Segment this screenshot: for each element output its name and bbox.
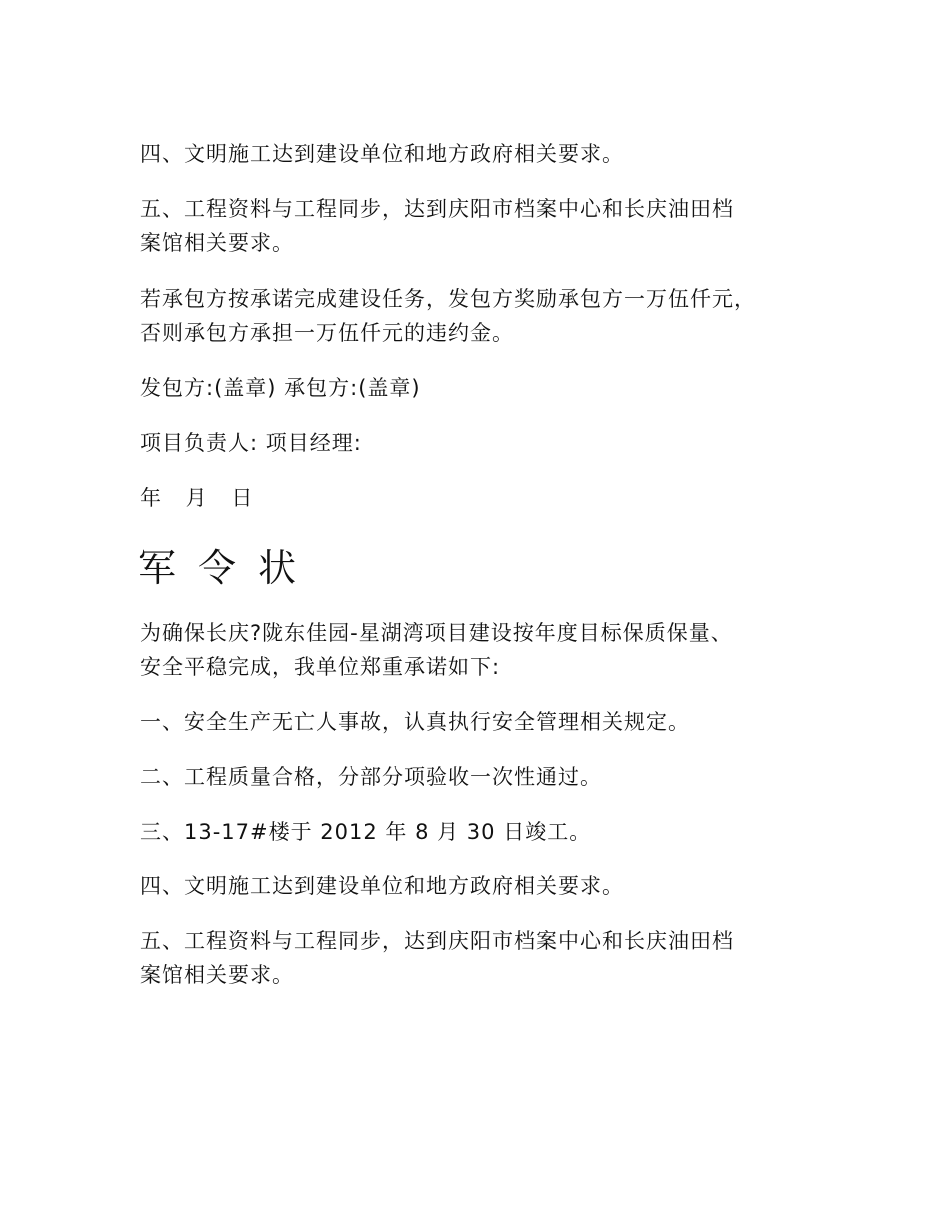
pledge-item-5-line2: 案馆相关要求。 (140, 963, 294, 987)
pledge-item-5-line1: 五、工程资料与工程同步，达到庆阳市档案中心和长庆油田档 (140, 929, 734, 953)
signature-parties: 发包方:(盖章) 承包方:(盖章) (140, 376, 421, 400)
intro-line2: 安全平稳完成，我单位郑重承诺如下: (140, 655, 501, 679)
pledge-item-1: 一、安全生产无亡人事故，认真执行安全管理相关规定。 (140, 710, 690, 734)
intro-line1: 为确保长庆?陇东佳园-星湖湾项目建设按年度目标保质保量、 (140, 621, 733, 645)
pledge-item-2: 二、工程质量合格，分部分项验收一次性通过。 (140, 765, 602, 789)
date-line: 年 月 日 (140, 486, 262, 510)
signature-persons: 项目负责人: 项目经理: (140, 431, 362, 455)
reward-clause-line1: 若承包方按承诺完成建设任务，发包方奖励承包方一万伍仟元， (140, 287, 756, 311)
document-title: 军令状 (138, 546, 319, 590)
reward-clause-line2: 否则承包方承担一万伍仟元的违约金。 (140, 321, 514, 345)
pledge-item-4: 四、文明施工达到建设单位和地方政府相关要求。 (140, 874, 624, 898)
pledge-item-3: 三、13-17#楼于 2012 年 8 月 30 日竣工。 (140, 820, 592, 844)
top-item-5-line1: 五、工程资料与工程同步，达到庆阳市档案中心和长庆油田档 (140, 197, 734, 221)
top-item-4: 四、文明施工达到建设单位和地方政府相关要求。 (140, 142, 624, 166)
top-item-5-line2: 案馆相关要求。 (140, 231, 294, 255)
